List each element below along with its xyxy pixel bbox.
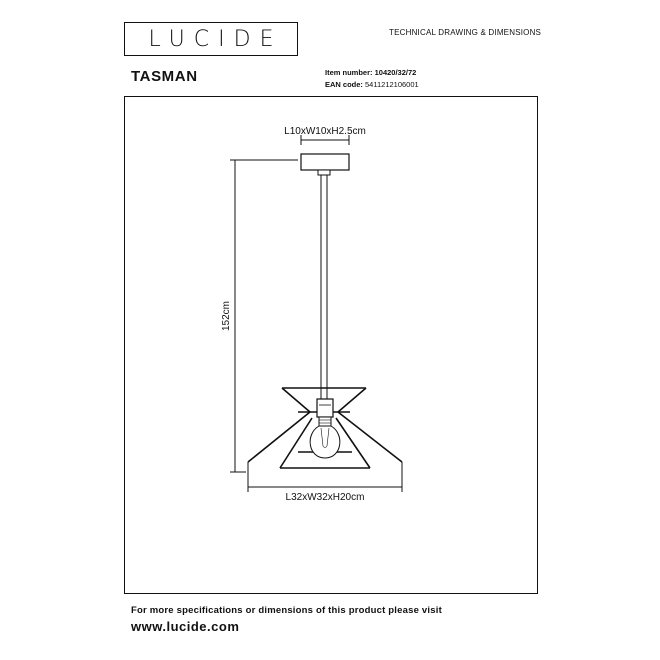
item-number-value: 10420/32/72 xyxy=(374,68,417,77)
item-number-label: Item number: xyxy=(325,68,373,77)
shade-dimension-label: L32xW32xH20cm xyxy=(285,492,365,503)
ceiling-canopy xyxy=(301,154,349,170)
ean-value: 5411212106001 xyxy=(365,80,419,89)
product-name: TASMAN xyxy=(131,68,198,85)
light-bulb xyxy=(310,417,340,458)
height-dimension-label: 152cm xyxy=(221,300,232,332)
canopy-fixing xyxy=(318,170,330,175)
ean-label: EAN code: xyxy=(325,80,363,89)
document-title: TECHNICAL DRAWING & DIMENSIONS xyxy=(389,28,542,37)
suspension-rod xyxy=(321,175,327,399)
lamp-holder xyxy=(317,399,333,417)
canopy-dimension-label: L10xW10xH2.5cm xyxy=(284,126,366,137)
footer-note: For more specifications or dimensions of this product please visit xyxy=(131,605,442,616)
brand-logo-text: LUCIDE xyxy=(148,27,283,52)
footer-website-link[interactable]: www.lucide.com xyxy=(131,619,240,634)
